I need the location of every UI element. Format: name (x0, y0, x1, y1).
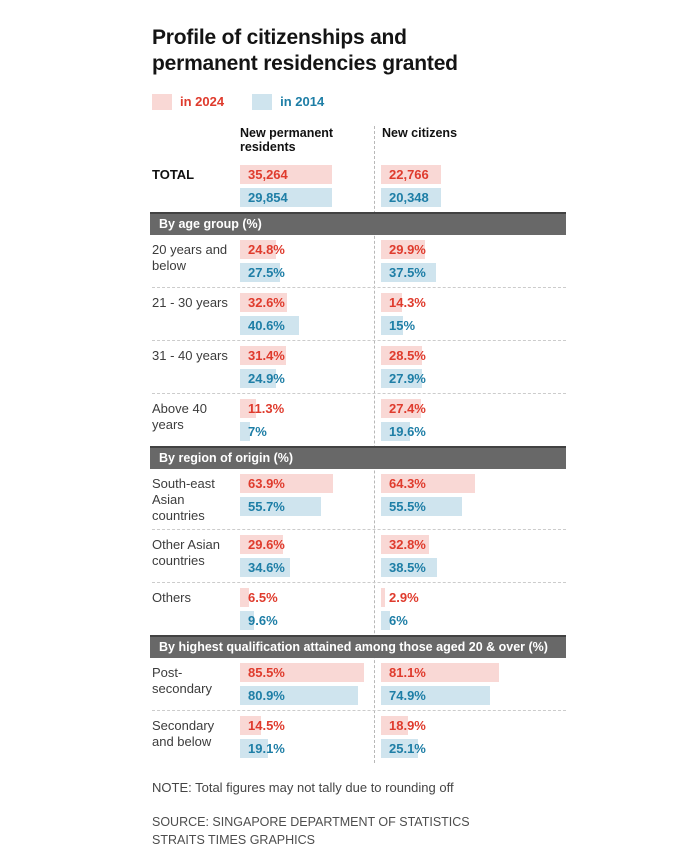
bar-cell-2014 (240, 558, 374, 577)
bar-cell-2014 (381, 263, 566, 282)
data-cell-pr (240, 588, 374, 630)
value-label-2014: 27.9% (389, 371, 426, 386)
value-label-2014: 27.5% (248, 265, 285, 280)
data-cell-nc (374, 399, 566, 441)
chart-table-body (152, 160, 566, 763)
value-label-2024: 18.9% (389, 718, 426, 733)
table-row (152, 235, 566, 287)
bar-cell-2024 (240, 663, 374, 682)
legend-item-2024 (152, 94, 224, 110)
value-label-2024: 14.3% (389, 295, 426, 310)
row-label: Post-secondary (152, 665, 212, 696)
data-cell-pr (240, 165, 374, 207)
section-header: By highest qualification attained among those aged 20 & over (%) (150, 635, 566, 658)
data-cell-pr (240, 535, 374, 577)
value-label-2014: 6% (389, 613, 408, 628)
row-label: 31 - 40 years (152, 348, 228, 363)
data-cell-nc (374, 588, 566, 630)
value-label-2014: 25.1% (389, 741, 426, 756)
data-cell-nc (374, 663, 566, 705)
note-text: NOTE: Total figures may not tally due to rounding off (152, 780, 454, 795)
legend-item-2014 (252, 94, 324, 110)
value-label-2024: 24.8% (248, 242, 285, 257)
value-label-2014: 55.7% (248, 499, 285, 514)
column-header-row (152, 126, 566, 160)
bar-cell-2024 (240, 293, 374, 312)
value-label-2014: 34.6% (248, 560, 285, 575)
value-label-2024: 85.5% (248, 665, 285, 680)
value-label-2014: 7% (248, 424, 267, 439)
table-row (152, 287, 566, 340)
bar-cell-2014 (240, 369, 374, 388)
bar-cell-2014 (381, 422, 566, 441)
value-label-2024: 64.3% (389, 476, 426, 491)
table-row (152, 160, 566, 212)
data-cell-nc (374, 240, 566, 282)
page-title-line2: permanent residencies granted (152, 52, 458, 75)
bar-cell-2014 (381, 739, 566, 758)
value-label-2024: 81.1% (389, 665, 426, 680)
data-cell-nc (374, 346, 566, 388)
bar-cell-2014 (240, 422, 374, 441)
section-header: By region of origin (%) (150, 446, 566, 469)
row-label: TOTAL (152, 167, 195, 182)
row-label: Secondary and below (152, 718, 215, 749)
value-label-2024: 31.4% (248, 348, 285, 363)
data-cell-pr (240, 399, 374, 441)
table-row (152, 529, 566, 582)
legend-swatch-2014 (252, 94, 272, 110)
data-cell-pr (240, 716, 374, 758)
bar-cell-2024 (381, 165, 566, 184)
bar-cell-2024 (240, 240, 374, 259)
value-label-2024: 28.5% (389, 348, 426, 363)
section-rows (152, 658, 566, 763)
section-rows (152, 235, 566, 446)
value-label-2024: 14.5% (248, 718, 285, 733)
data-cell-nc (374, 165, 566, 207)
value-label-2024: 29.6% (248, 537, 285, 552)
page-title (152, 25, 566, 77)
bar-cell-2014 (240, 611, 374, 630)
value-label-2024: 32.6% (248, 295, 285, 310)
legend-label-2014: in 2014 (280, 94, 325, 109)
bar-cell-2024 (381, 716, 566, 735)
bar-cell-2014 (240, 263, 374, 282)
value-label-2024: 35,264 (248, 167, 288, 182)
bar-cell-2014 (381, 316, 566, 335)
bar-cell-2024 (240, 399, 374, 418)
chart-table (152, 126, 566, 763)
row-label: South-east Asian countries (152, 476, 215, 523)
bar-cell-2014 (381, 558, 566, 577)
value-label-2024: 2.9% (389, 590, 419, 605)
value-label-2014: 40.6% (248, 318, 285, 333)
column-header-pr: New permanent residents (240, 126, 334, 154)
bar-cell-2024 (381, 535, 566, 554)
row-label: 20 years and below (152, 242, 228, 273)
section-rows (152, 469, 566, 635)
bar-cell-2024 (381, 588, 566, 607)
data-cell-pr (240, 474, 374, 524)
bar-cell-2024 (381, 474, 566, 493)
value-label-2014: 38.5% (389, 560, 426, 575)
infographic (152, 25, 566, 849)
data-cell-pr (240, 240, 374, 282)
bar-cell-2024 (381, 346, 566, 365)
legend-label-2024: in 2024 (180, 94, 225, 109)
bar-cell-2014 (240, 188, 374, 207)
value-label-2024: 27.4% (389, 401, 426, 416)
value-label-2014: 19.6% (389, 424, 426, 439)
table-row (152, 340, 566, 393)
bar-cell-2014 (240, 739, 374, 758)
table-row (152, 393, 566, 446)
value-label-2014: 80.9% (248, 688, 285, 703)
bar-cell-2024 (381, 293, 566, 312)
bar-cell-2024 (381, 240, 566, 259)
row-label: 21 - 30 years (152, 295, 228, 310)
data-cell-nc (374, 293, 566, 335)
bar-cell-2014 (381, 686, 566, 705)
value-label-2014: 20,348 (389, 190, 429, 205)
value-label-2014: 15% (389, 318, 416, 333)
value-label-2014: 9.6% (248, 613, 278, 628)
legend-swatch-2024 (152, 94, 172, 110)
bar-cell-2024 (240, 165, 374, 184)
legend (152, 93, 566, 110)
bar-cell-2024 (381, 399, 566, 418)
bar-cell-2024 (240, 346, 374, 365)
bar-cell-2014 (381, 369, 566, 388)
bar-cell-2014 (381, 497, 566, 516)
data-cell-nc (374, 474, 566, 524)
source-line: SOURCE: SINGAPORE DEPARTMENT OF STATISTICS (152, 815, 470, 829)
bar-cell-2024 (240, 535, 374, 554)
bar-cell-2014 (381, 611, 566, 630)
bar-cell-2024 (240, 716, 374, 735)
value-label-2024: 6.5% (248, 590, 278, 605)
value-label-2024: 63.9% (248, 476, 285, 491)
value-label-2014: 24.9% (248, 371, 285, 386)
column-header-nc: New citizens (382, 126, 458, 140)
table-row (152, 582, 566, 635)
source-text (152, 813, 566, 849)
bar-cell-2024 (240, 588, 374, 607)
data-cell-nc (374, 716, 566, 758)
table-row (152, 710, 566, 763)
value-label-2024: 32.8% (389, 537, 426, 552)
data-cell-pr (240, 663, 374, 705)
bar-cell-2014 (240, 497, 374, 516)
data-cell-pr (240, 293, 374, 335)
bar-cell-2014 (240, 686, 374, 705)
bar-cell-2024 (240, 474, 374, 493)
value-label-2024: 29.9% (389, 242, 426, 257)
section-header: By age group (%) (150, 212, 566, 235)
page-title-line1: Profile of citizenships and (152, 26, 407, 49)
value-label-2024: 11.3% (248, 401, 285, 416)
data-cell-nc (374, 535, 566, 577)
value-label-2024: 22,766 (389, 167, 429, 182)
bar-cell-2024 (381, 663, 566, 682)
value-label-2014: 37.5% (389, 265, 426, 280)
bar-cell-2014 (240, 316, 374, 335)
table-row (152, 658, 566, 710)
bar-cell-2014 (381, 188, 566, 207)
value-label-2014: 29,854 (248, 190, 288, 205)
data-cell-pr (240, 346, 374, 388)
value-label-2014: 55.5% (389, 499, 426, 514)
section-rows (152, 160, 566, 212)
row-label: Other Asian countries (152, 537, 220, 568)
value-label-2014: 74.9% (389, 688, 426, 703)
row-label: Others (152, 590, 192, 605)
label-column-spacer (152, 126, 240, 154)
graphics-credit: STRAITS TIMES GRAPHICS (152, 833, 315, 847)
value-label-2014: 19.1% (248, 741, 285, 756)
table-row (152, 469, 566, 529)
row-label: Above 40 years (152, 401, 207, 432)
